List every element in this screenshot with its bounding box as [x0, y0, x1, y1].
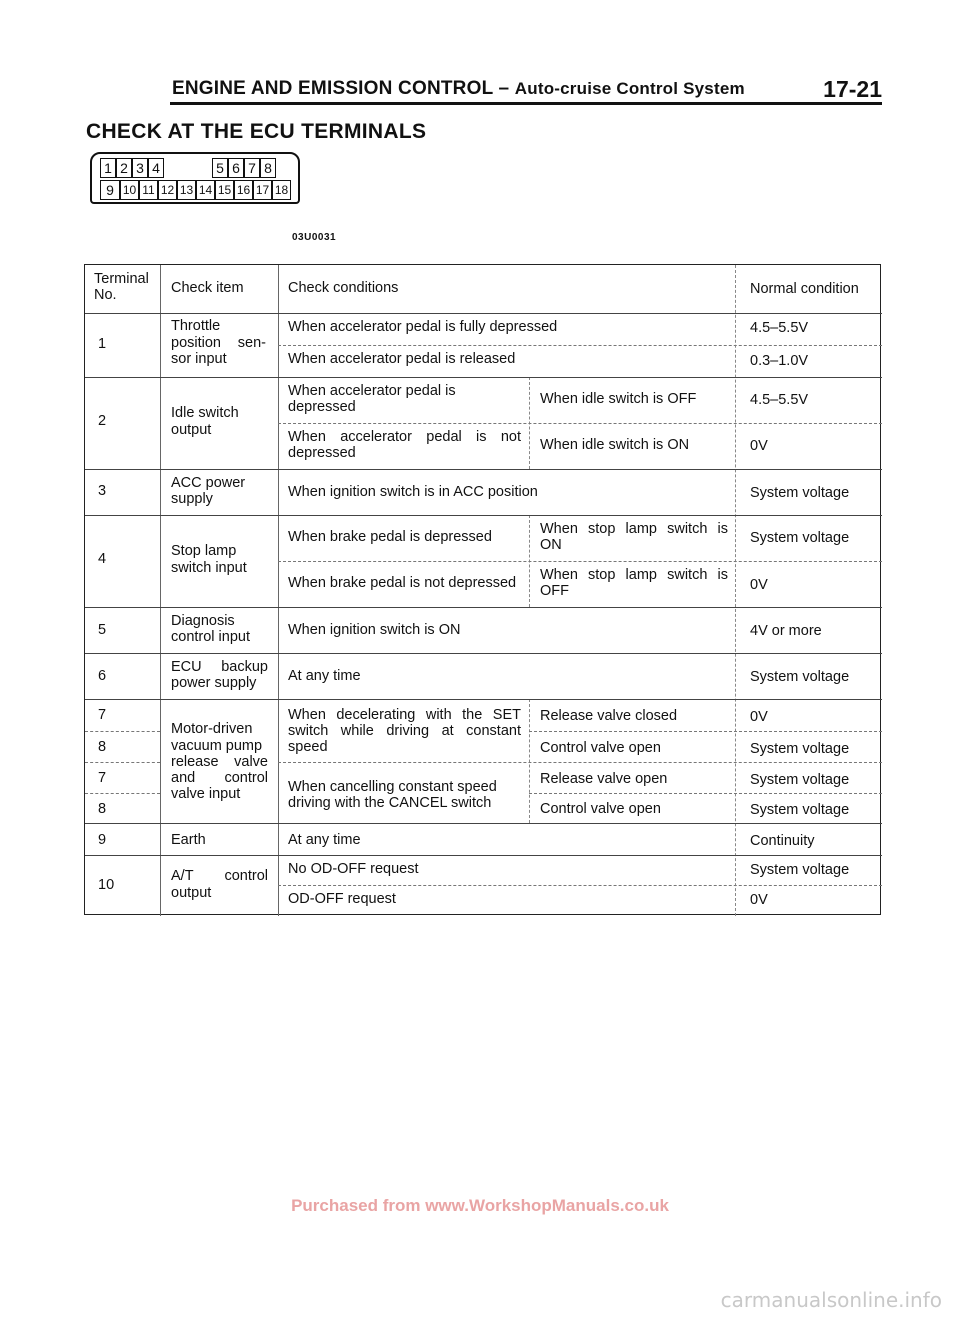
connector-pin: 14 [196, 180, 215, 200]
normal-condition: System voltage [750, 485, 850, 501]
normal-condition: 0.3–1.0V [750, 353, 809, 369]
column-divider [278, 265, 279, 916]
header-terminal-line2: No. [94, 287, 117, 303]
terminal-number: 2 [98, 413, 107, 429]
section-title: CHECK AT THE ECU TERMINALS [86, 120, 427, 143]
check-condition: OD-OFF request [288, 891, 396, 907]
connector-pin: 10 [120, 180, 139, 200]
terminal-number: 10 [98, 877, 115, 893]
normal-condition: 0V [750, 438, 768, 454]
connector-pin: 17 [253, 180, 272, 200]
connector-pin: 2 [116, 158, 132, 178]
connector-pin: 16 [234, 180, 253, 200]
row-border [85, 607, 882, 608]
check-condition: When ignition switch is ON [288, 622, 461, 638]
check-item: control input [171, 629, 250, 645]
check-item: A/T control [171, 868, 268, 884]
normal-condition: System voltage [750, 669, 850, 685]
check-item: ECU backup [171, 659, 268, 675]
site-watermark: carmanualsonline.info [720, 1288, 942, 1312]
normal-condition: System voltage [750, 802, 850, 818]
subrow-border [278, 423, 882, 424]
connector-pin: 11 [139, 180, 158, 200]
header-title [172, 78, 745, 100]
switch-state: OFF [540, 583, 569, 599]
check-condition: When brake pedal is not depressed [288, 575, 517, 591]
connector-pin: 6 [228, 158, 244, 178]
check-condition: speed [288, 739, 328, 755]
check-item: Diagnosis [171, 613, 235, 629]
header-terminal-line1: Terminal [94, 271, 149, 287]
check-item: sor input [171, 351, 227, 367]
row-border [85, 515, 882, 516]
header-normal-condition: Normal condition [750, 281, 859, 297]
normal-condition: System voltage [750, 862, 850, 878]
normal-condition: Continuity [750, 833, 815, 849]
check-condition: When brake pedal is depressed [288, 529, 492, 545]
switch-state: ON [540, 537, 562, 553]
check-condition: depressed [288, 399, 356, 415]
subrow-border [278, 762, 882, 763]
check-item: output [171, 422, 212, 438]
check-item: position sen- [171, 335, 266, 351]
subrow-border [278, 561, 882, 562]
connector-pin: 18 [272, 180, 291, 200]
row-border [85, 377, 882, 378]
check-item: and control [171, 770, 268, 786]
page-header [170, 76, 882, 105]
normal-condition: System voltage [750, 772, 850, 788]
connector-pin: 1 [100, 158, 116, 178]
connector-pin: 13 [177, 180, 196, 200]
check-condition: When accelerator pedal is [288, 383, 456, 399]
row-border [85, 855, 882, 856]
check-condition: When cancelling constant speed [288, 779, 497, 795]
terminal-number: 8 [98, 801, 107, 817]
check-item: supply [171, 491, 213, 507]
check-item: release valve [171, 754, 268, 770]
subrow-border [278, 885, 882, 886]
terminal-number: 7 [98, 707, 107, 723]
terminal-number: 8 [98, 739, 107, 755]
subrow-border [529, 793, 882, 794]
normal-condition: 4V or more [750, 623, 822, 639]
switch-state: When stop lamp switch is [540, 521, 728, 537]
row-border [85, 313, 882, 314]
column-divider [735, 265, 736, 916]
check-condition: driving with the CANCEL switch [288, 795, 492, 811]
header-check-conditions: Check conditions [288, 280, 399, 296]
check-item: Motor-driven [171, 721, 253, 737]
terminal-number: 3 [98, 483, 107, 499]
header-check-item: Check item [171, 280, 244, 296]
normal-condition: 0V [750, 709, 768, 725]
switch-state: When stop lamp switch is [540, 567, 728, 583]
normal-condition: 4.5–5.5V [750, 320, 809, 336]
header-title-sub: Auto-cruise Control System [514, 79, 745, 98]
connector-pin: 5 [212, 158, 228, 178]
check-condition: At any time [288, 668, 361, 684]
terminal-number: 5 [98, 622, 107, 638]
switch-state: When idle switch is ON [540, 437, 690, 453]
terminal-number: 6 [98, 668, 107, 684]
check-item: output [171, 885, 212, 901]
column-divider [529, 699, 530, 823]
check-condition: When accelerator pedal is released [288, 351, 516, 367]
row-border [85, 469, 882, 470]
connector-code: 03U0031 [292, 232, 337, 243]
header-title-main: ENGINE AND EMISSION CONTROL [172, 78, 494, 99]
valve-state: Release valve closed [540, 708, 678, 724]
normal-condition: System voltage [750, 741, 850, 757]
subrow-border [85, 793, 160, 794]
subrow-border [278, 345, 882, 346]
check-item: power supply [171, 675, 257, 691]
check-condition: When ignition switch is in ACC position [288, 484, 538, 500]
row-border [85, 823, 882, 824]
terminal-number: 4 [98, 551, 107, 567]
subrow-border [85, 731, 160, 732]
valve-state: Control valve open [540, 740, 661, 756]
check-condition: When accelerator pedal is fully depressed [288, 319, 558, 335]
valve-state: Control valve open [540, 801, 661, 817]
switch-state: When idle switch is OFF [540, 391, 697, 407]
terminal-number: 7 [98, 770, 107, 786]
check-item: ACC power [171, 475, 246, 491]
check-item: Idle switch [171, 405, 239, 421]
terminal-check-table [84, 264, 881, 915]
connector-diagram [90, 152, 300, 204]
check-item: switch input [171, 560, 247, 576]
connector-pin: 12 [158, 180, 177, 200]
connector-pin: 4 [148, 158, 164, 178]
normal-condition: 0V [750, 892, 768, 908]
page-number: 17-21 [823, 76, 882, 102]
normal-condition: 4.5–5.5V [750, 392, 809, 408]
connector-pin: 15 [215, 180, 234, 200]
terminal-number: 9 [98, 832, 107, 848]
terminal-number: 1 [98, 336, 107, 352]
check-condition: When accelerator pedal is not [288, 429, 521, 445]
check-item: vacuum pump [171, 738, 263, 754]
check-condition: When decelerating with the SET [288, 707, 521, 723]
valve-state: Release valve open [540, 771, 668, 787]
check-item: Throttle [171, 318, 221, 334]
check-item: valve input [171, 786, 241, 802]
check-condition: switch while driving at constant [288, 723, 521, 739]
header-title-dash: – [493, 78, 515, 99]
connector-pin: 7 [244, 158, 260, 178]
column-divider [160, 265, 161, 916]
normal-condition: 0V [750, 577, 768, 593]
check-condition: At any time [288, 832, 361, 848]
connector-pin: 8 [260, 158, 276, 178]
normal-condition: System voltage [750, 530, 850, 546]
check-condition: No OD-OFF request [288, 861, 419, 877]
check-item: Earth [171, 832, 206, 848]
subrow-border [85, 762, 160, 763]
connector-pin: 3 [132, 158, 148, 178]
watermark-text: Purchased from www.WorkshopManuals.co.uk [291, 1196, 669, 1215]
row-border [85, 699, 882, 700]
subrow-border [529, 731, 882, 732]
check-condition: depressed [288, 445, 356, 461]
check-item: Stop lamp [171, 543, 237, 559]
row-border [85, 653, 882, 654]
connector-pin: 9 [100, 180, 120, 200]
